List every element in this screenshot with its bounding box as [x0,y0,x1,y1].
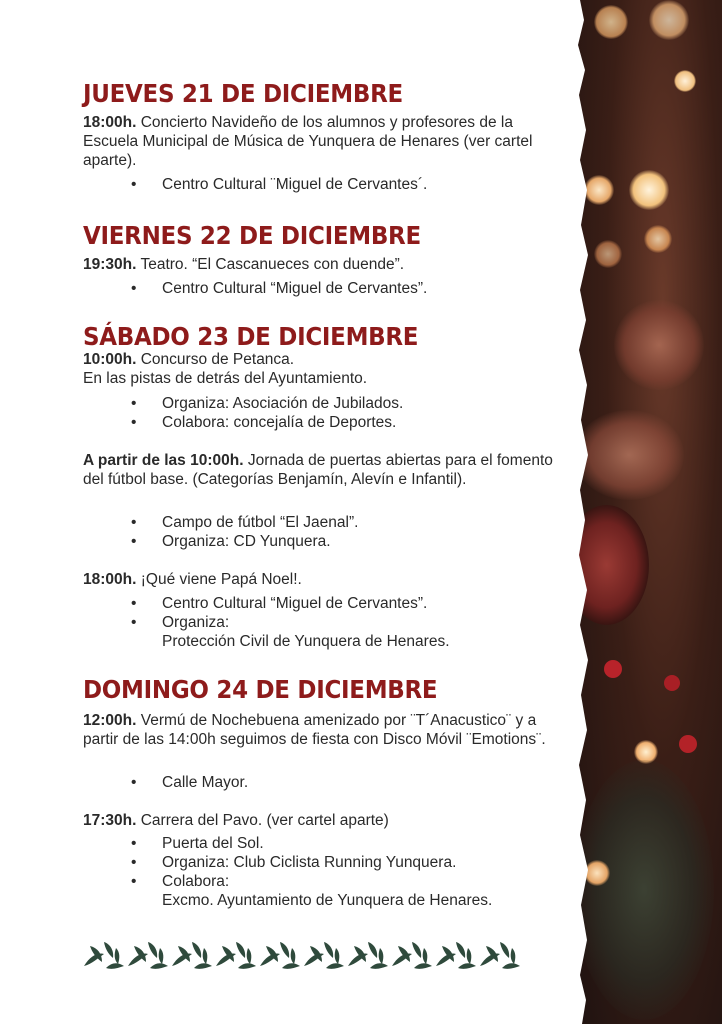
event-location-note: En las pistas de detrás del Ayuntamiento. [83,370,368,387]
list-item: • Organiza: CD Yunquera. [131,533,331,550]
event-description: Concurso de Petanca. [140,351,295,368]
event-time: 10:00h. [83,351,137,368]
event-time: A partir de las 10:00h. [83,452,244,469]
event-time: 19:30h. [83,256,137,273]
list-item: • Organiza: Club Ciclista Running Yunquera. [131,854,457,871]
leaf-garland-ornament [80,934,528,976]
event-description: Concierto Navideño de los alumnos y profesores de la Escuela Municipal de Música de Yunquera de Henares (ver cartel aparte). [83,114,533,169]
day-heading-viernes: VIERNES 22 DE DICIEMBRE [83,222,421,251]
event-description: ¡Qué viene Papá Noel!. [140,571,302,588]
event-description: Jornada de puertas abiertas para el fomento del fútbol base. (Categorías Benjamín, Alevín e Infantil). [83,452,553,488]
list-item: • Campo de fútbol “El Jaenal”. [131,514,359,531]
event-description: Teatro. “El Cascanueces con duende”. [140,256,405,273]
list-item: • Colabora: concejalía de Deportes. [131,414,397,431]
event-paragraph [83,570,553,589]
event-description: Carrera del Pavo. (ver cartel aparte) [140,812,389,829]
day-heading-domingo: DOMINGO 24 DE DICIEMBRE [83,676,438,705]
christmas-photo-strip [574,0,722,1024]
list-item: • Organiza: Protección Civil de Yunquera de Henares. [131,614,450,650]
event-time: 18:00h. [83,571,137,588]
event-paragraph [83,255,553,274]
list-item: • Organiza: Asociación de Jubilados. [131,395,404,412]
event-paragraph [83,350,553,388]
list-item: • Calle Mayor. [131,774,249,791]
day-heading-sabado: SÁBADO 23 DE DICIEMBRE [83,323,419,352]
event-description: Vermú de Nochebuena amenizado por ¨T´Anacustico¨ y a partir de las 14:00h seguimos de fiesta con Disco Móvil ¨Emotions¨. [83,712,546,748]
event-paragraph [83,113,553,170]
list-item: • Puerta del Sol. [131,835,264,852]
list-item: • Centro Cultural ¨Miguel de Cervantes´. [131,176,428,193]
event-time: 12:00h. [83,712,137,729]
day-heading-jueves: JUEVES 21 DE DICIEMBRE [83,80,403,109]
list-item: • Colabora: Excmo. Ayuntamiento de Yunquera de Henares. [131,873,493,909]
list-item: • Centro Cultural “Miguel de Cervantes”. [131,280,428,297]
event-time: 18:00h. [83,114,137,131]
event-time: 17:30h. [83,812,137,829]
torn-edge [566,0,596,1024]
event-paragraph [83,711,553,749]
event-paragraph [83,811,553,830]
event-paragraph [83,451,553,489]
list-item: • Centro Cultural “Miguel de Cervantes”. [131,595,428,612]
